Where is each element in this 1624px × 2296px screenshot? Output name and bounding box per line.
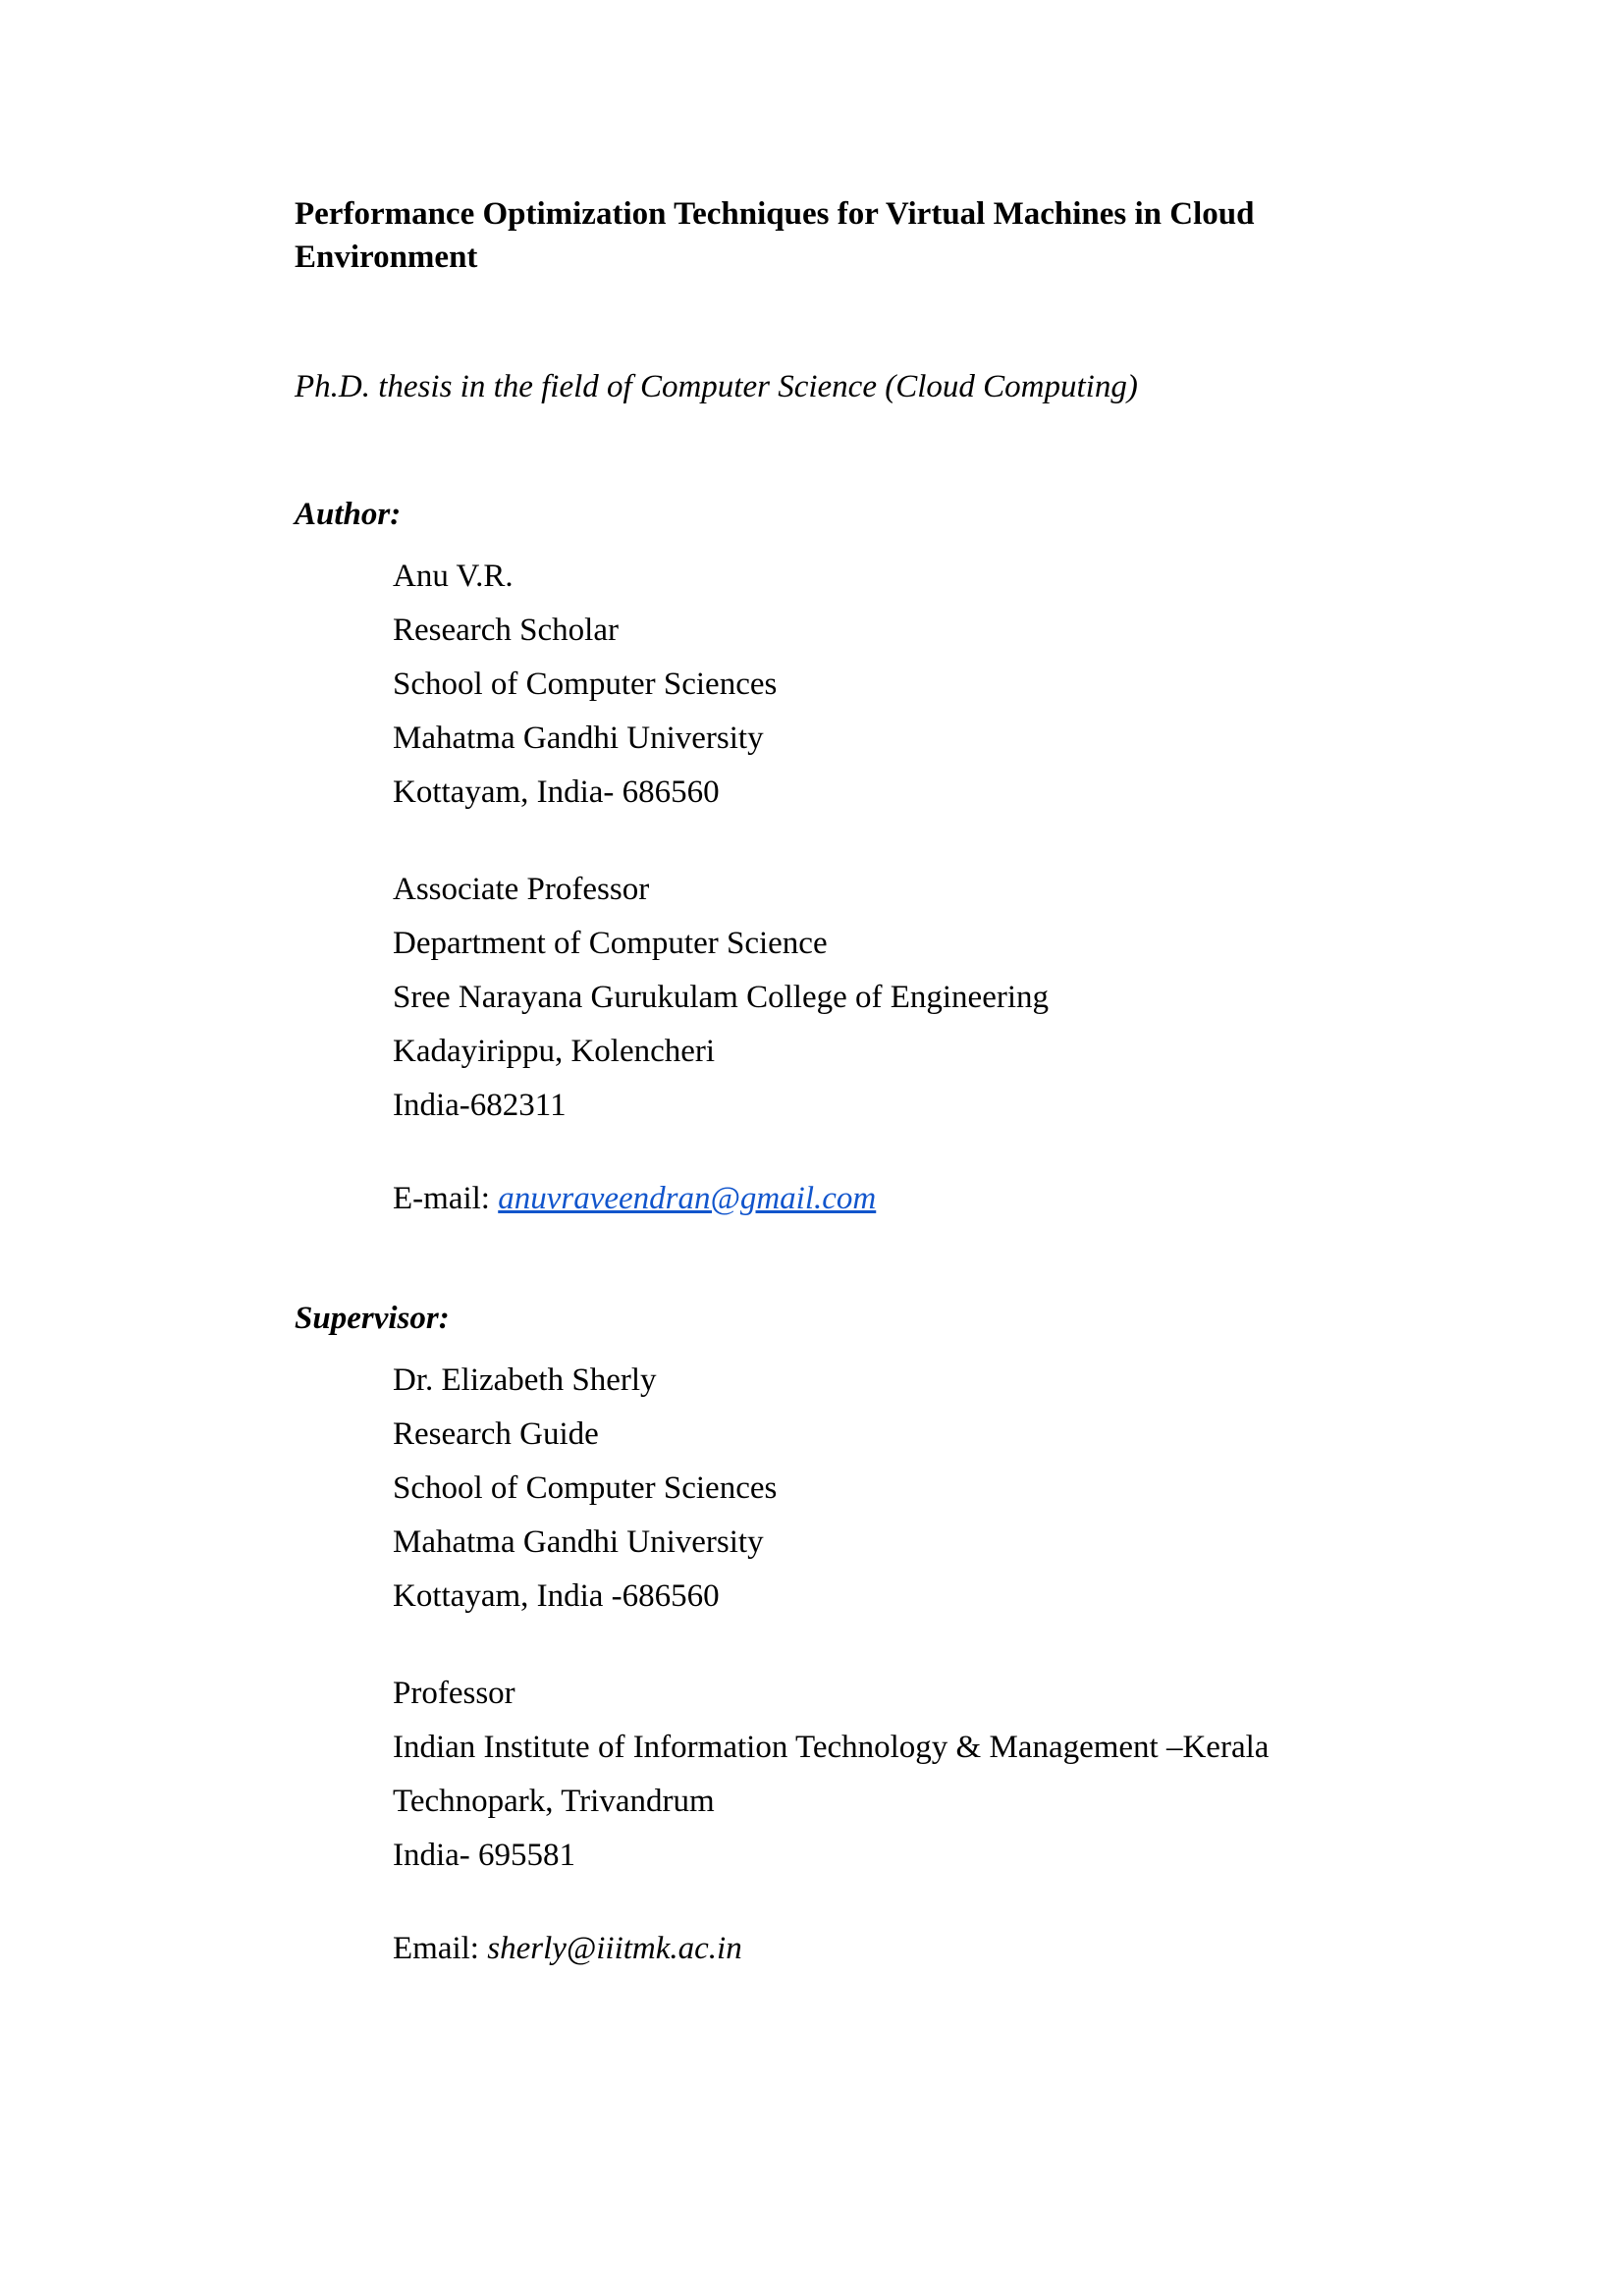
author-affiliation-block	[393, 863, 1467, 1133]
supervisor-location: Kottayam, India -686560	[393, 1578, 720, 1614]
supervisor-affiliation-place: Technopark, Trivandrum	[393, 1784, 715, 1819]
author-affiliation-pincode: India-682311	[393, 1088, 567, 1123]
supervisor-school: School of Computer Sciences	[393, 1470, 778, 1506]
supervisor-affiliation-institute: Indian Institute of Information Technology & Management –Kerala	[393, 1730, 1270, 1765]
supervisor-affiliation-pincode: India- 695581	[393, 1838, 576, 1873]
author-affiliation-place: Kadayirippu, Kolencheri	[393, 1034, 716, 1069]
document-title-line-1: Performance Optimization Techniques for Virtual Machines in Cloud	[295, 196, 1255, 232]
author-location: Kottayam, India- 686560	[393, 774, 720, 810]
author-email-line	[393, 1172, 1467, 1226]
author-heading: Author:	[295, 497, 402, 532]
supervisor-affiliation-role: Professor	[393, 1676, 515, 1711]
document-title	[295, 192, 1467, 279]
supervisor-email-line	[393, 1922, 1467, 1976]
author-name: Anu V.R.	[393, 559, 514, 594]
author-email-link[interactable]: anuvraveendran@gmail.com	[498, 1181, 877, 1216]
supervisor-email-label: Email:	[393, 1931, 479, 1966]
supervisor-name: Dr. Elizabeth Sherly	[393, 1362, 657, 1398]
document-title-line-2: Environment	[295, 240, 478, 275]
author-affiliation-college: Sree Narayana Gurukulam College of Engineering	[393, 980, 1050, 1015]
author-affiliation-role: Associate Professor	[393, 872, 650, 907]
supervisor-university: Mahatma Gandhi University	[393, 1524, 764, 1560]
supervisor-heading: Supervisor:	[295, 1301, 450, 1336]
author-role: Research Scholar	[393, 613, 619, 648]
supervisor-affiliation-block	[393, 1667, 1467, 1883]
author-affiliation-department: Department of Computer Science	[393, 926, 828, 961]
supervisor-email-address: sherly@iiitmk.ac.in	[487, 1931, 742, 1966]
supervisor-role: Research Guide	[393, 1416, 599, 1452]
supervisor-identity-block	[393, 1354, 1467, 1624]
author-school: School of Computer Sciences	[393, 667, 778, 702]
author-university: Mahatma Gandhi University	[393, 721, 764, 756]
thesis-subtitle: Ph.D. thesis in the field of Computer Science (Cloud Computing)	[295, 369, 1138, 404]
author-email-label: E-mail:	[393, 1181, 490, 1216]
author-identity-block	[393, 550, 1467, 820]
